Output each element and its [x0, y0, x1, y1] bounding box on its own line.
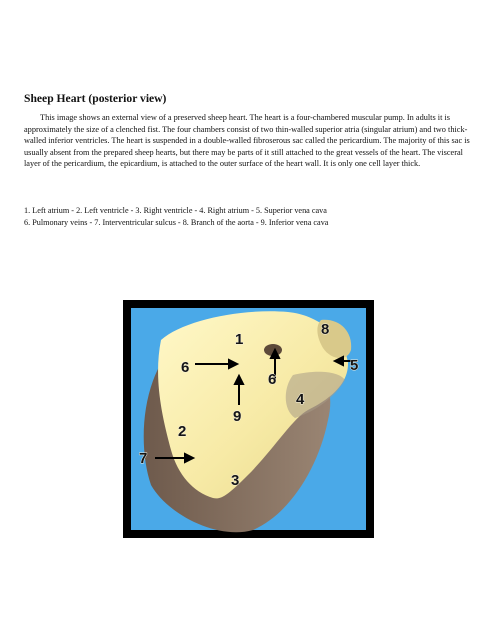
legend-line-2: 6. Pulmonary veins - 7. Interventricular sulcus - 8. Branch of the aorta - 9. Inferior vena cava: [24, 217, 329, 227]
figure-legend: [24, 205, 484, 228]
label-2: 2: [178, 423, 187, 440]
label-9: 9: [233, 408, 242, 425]
label-7: 7: [139, 450, 148, 467]
label-6-right: 6: [268, 371, 277, 388]
heart-photo-figure: [123, 300, 374, 538]
label-1: 1: [235, 331, 244, 348]
label-3: 3: [231, 472, 240, 489]
label-6-left: 6: [181, 359, 190, 376]
legend-line-1: 1. Left atrium - 2. Left ventricle - 3. Right ventricle - 4. Right atrium - 5. Superior vena cava: [24, 206, 327, 215]
label-4: 4: [296, 391, 305, 408]
label-5: 5: [350, 357, 359, 374]
intro-paragraph: [24, 112, 472, 170]
intro-paragraph-text: This image shows an external view of a preserved sheep heart. The heart is a four-chambered muscular pump. In adults it is approximately the size of a clenched fist. The four chambers consist of two thin-walled superior atria (singular atrium) and two thick-walled inferior ventricles. The heart is suspended in a double-walled fibroserous sac called the pericardium. The majority of this sac is usually absent from the prepared sheep hearts, but there may be parts of it still attached to the great vessels of the heart. The visceral layer of the pericardium, the epicardium, is attached to the outer surface of the heart wall. It is only one cell layer thick.: [24, 113, 470, 169]
label-8: 8: [321, 321, 330, 338]
document-title: Sheep Heart (posterior view): [24, 92, 167, 105]
heart-photo: [123, 300, 374, 538]
